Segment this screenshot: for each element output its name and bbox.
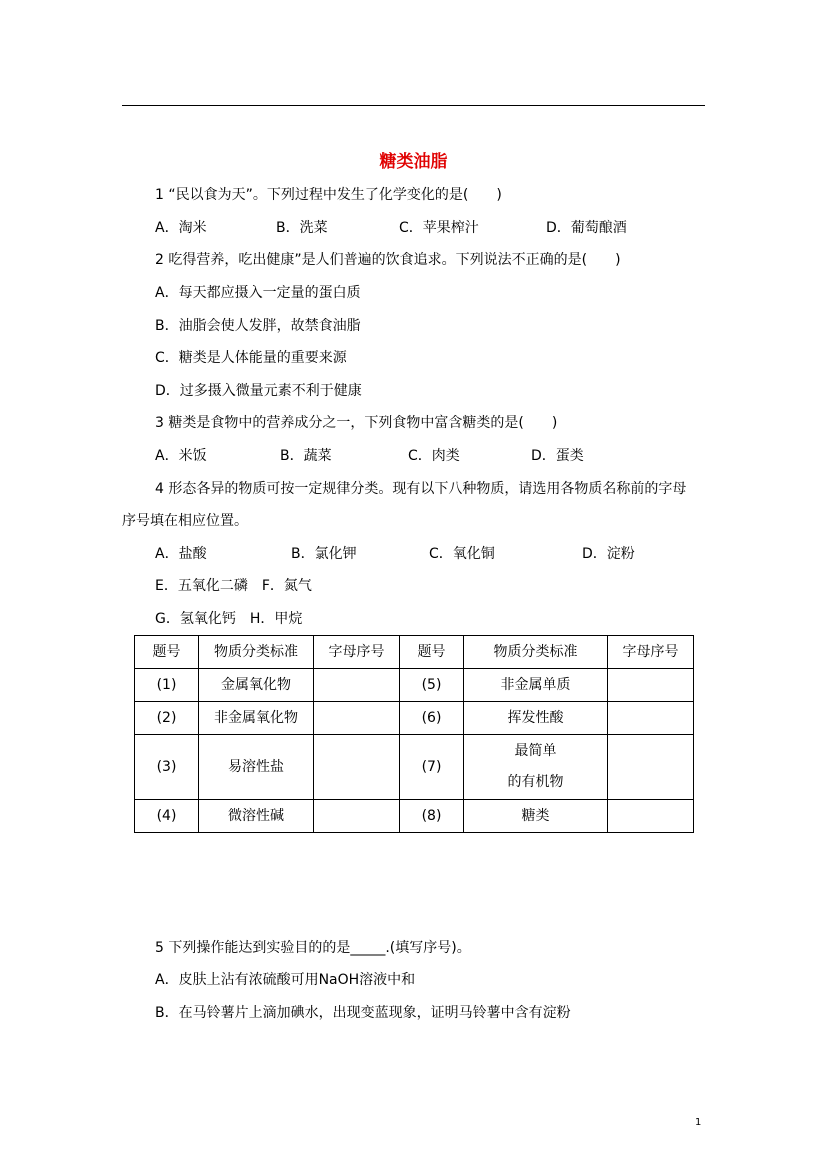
category-line1: 最简单: [514, 743, 557, 759]
page-number: 1: [695, 1117, 702, 1128]
answer-cell[interactable]: [314, 669, 400, 702]
q1-option-b: B．洗菜: [276, 220, 328, 236]
category-line2: 的有机物: [507, 774, 564, 790]
category: 糖类: [464, 800, 608, 833]
row-number: (2): [135, 702, 199, 735]
header-cell: 物质分类标准: [464, 636, 608, 669]
header-cell: 字母序号: [314, 636, 400, 669]
header-cell: 题号: [135, 636, 199, 669]
row-number: (7): [400, 735, 464, 800]
q3-stem: 3 糖类是食物中的营养成分之一，下列食物中富含糖类的是( ): [155, 415, 558, 431]
answer-cell[interactable]: [608, 669, 694, 702]
category: 微溶性碱: [199, 800, 314, 833]
row-number: (4): [135, 800, 199, 833]
q2-option-d: D．过多摄入微量元素不利于健康: [155, 383, 362, 399]
header-cell: 题号: [400, 636, 464, 669]
header-cell: 字母序号: [608, 636, 694, 669]
q4-option-c: C．氧化铜: [429, 546, 495, 562]
q1-option-d: D．葡萄酿酒: [546, 220, 627, 236]
q2-option-b: B．油脂会使人发胖，故禁食油脂: [155, 318, 361, 334]
row-number: (6): [400, 702, 464, 735]
q3-option-a: A．米饭: [155, 448, 207, 464]
answer-cell[interactable]: [314, 735, 400, 800]
q1-stem: 1 “民以食为天”。下列过程中发生了化学变化的是( ): [155, 187, 502, 203]
q4-options-row2: E．五氧化二磷 F．氮气: [155, 578, 312, 594]
table-row: [135, 702, 694, 735]
header-cell: 物质分类标准: [199, 636, 314, 669]
q5-option-a: A．皮肤上沾有浓硫酸可用NaOH溶液中和: [155, 972, 416, 988]
answer-cell[interactable]: [314, 800, 400, 833]
q4-option-a: A．盐酸: [155, 546, 207, 562]
table-row: [135, 669, 694, 702]
answer-cell[interactable]: [608, 702, 694, 735]
category: [464, 735, 608, 800]
table-header-row: [135, 636, 694, 669]
q4-option-b: B．氯化钾: [291, 546, 357, 562]
q2-option-c: C．糖类是人体能量的重要来源: [155, 350, 347, 366]
row-number: (3): [135, 735, 199, 800]
row-number: (1): [135, 669, 199, 702]
table-row: [135, 800, 694, 833]
q2-option-a: A．每天都应摄入一定量的蛋白质: [155, 285, 361, 301]
row-number: (5): [400, 669, 464, 702]
q5-option-b: B．在马铃薯片上滴加碘水，出现变蓝现象，证明马铃薯中含有淀粉: [155, 1005, 571, 1021]
row-number: (8): [400, 800, 464, 833]
q4-option-d: D．淀粉: [582, 546, 635, 562]
q5-stem: 5 下列操作能达到实验目的的是_____.(填写序号)。: [155, 940, 471, 956]
q1-option-a: A．淘米: [155, 220, 207, 236]
q4-options-row3: G．氢氧化钙 H．甲烷: [155, 611, 303, 627]
q3-option-b: B．蔬菜: [280, 448, 332, 464]
q1-option-c: C．苹果榨汁: [399, 220, 479, 236]
category: 易溶性盐: [199, 735, 314, 800]
table-row: [135, 735, 694, 800]
category: 挥发性酸: [464, 702, 608, 735]
q3-option-c: C．肉类: [408, 448, 460, 464]
page-title: 糖类油脂: [379, 152, 448, 172]
category: 非金属氧化物: [199, 702, 314, 735]
answer-cell[interactable]: [608, 800, 694, 833]
q4-stem-line2: 序号填在相应位置。: [122, 513, 248, 529]
category: 金属氧化物: [199, 669, 314, 702]
category: 非金属单质: [464, 669, 608, 702]
classification-table: [134, 635, 694, 833]
q2-stem: 2 吃得营养，吃出健康”是人们普遍的饮食追求。下列说法不正确的是( ): [155, 252, 621, 268]
answer-cell[interactable]: [314, 702, 400, 735]
answer-cell[interactable]: [608, 735, 694, 800]
q3-option-d: D．蛋类: [531, 448, 584, 464]
header-rule: [122, 105, 705, 106]
q4-stem-line1: 4 形态各异的物质可按一定规律分类。现有以下八种物质，请选用各物质名称前的字母: [155, 481, 687, 497]
